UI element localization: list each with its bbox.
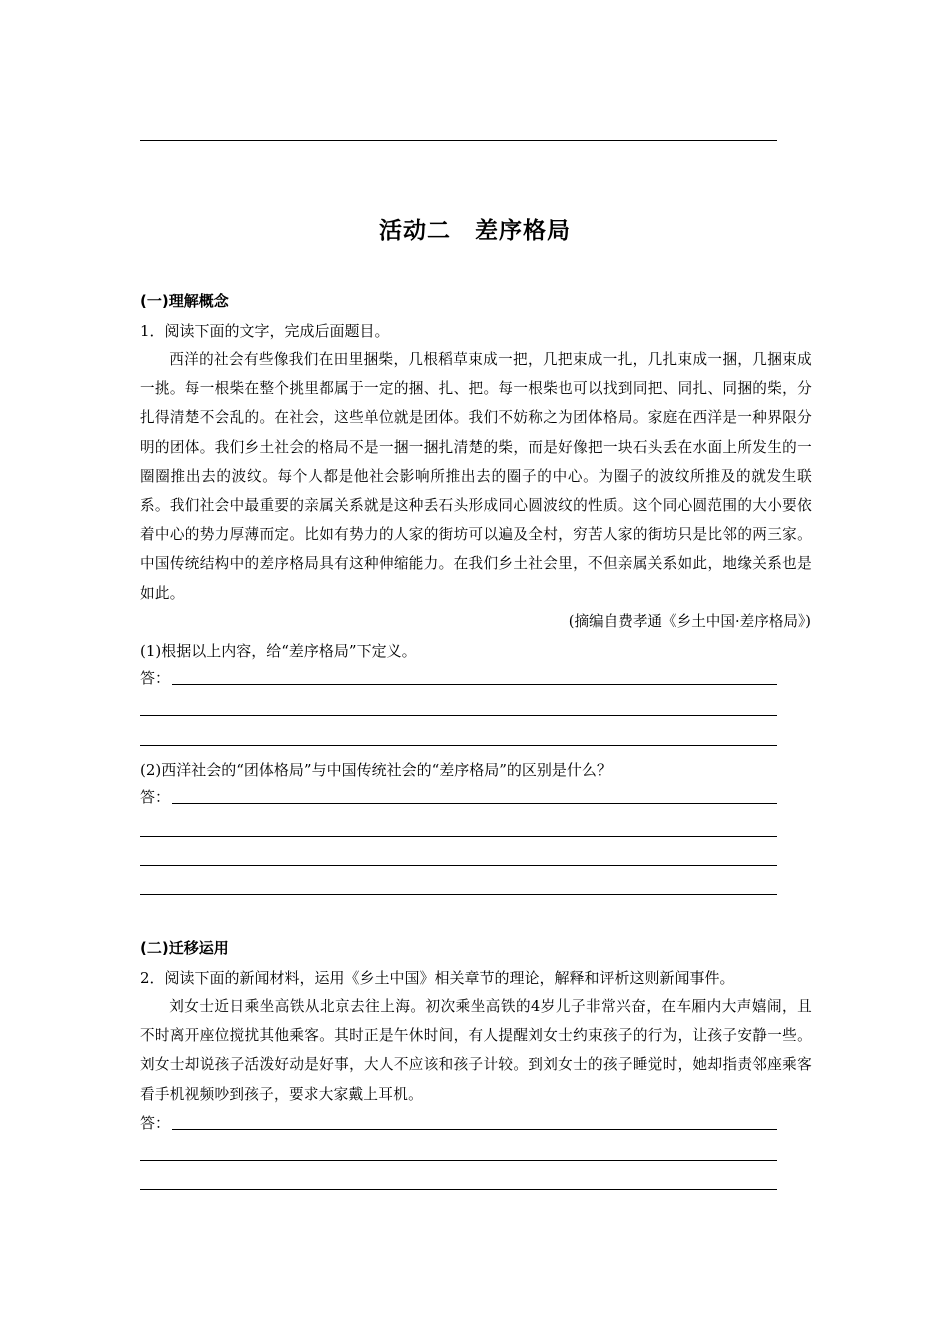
answer-underline xyxy=(172,1129,777,1130)
page-title: 活动二 差序格局 xyxy=(379,218,571,244)
answer-label: 答： xyxy=(140,669,171,687)
answer-label: 答： xyxy=(140,788,171,806)
sub-question-2: (2)西洋社会的“团体格局”与中国传统社会的“差序格局”的区别是什么？ xyxy=(140,761,612,779)
passage-2: 刘女士近日乘坐高铁从北京去往上海。初次乘坐高铁的4岁儿子非常兴奋，在车厢内大声嬉闹，且不时离开座位搅扰其他乘客。其时正是午休时间，有人提醒刘女士约束孩子的行为，让孩子安静一些。刘女士却说孩子活泼好动是好事，大人不应该和孩子计较。到刘女士的孩子睡觉时，她却指责邻座乘客看手机视频吵到孩子，要求大家戴上耳机。 xyxy=(140,998,812,1103)
passage-1: 西洋的社会有些像我们在田里捆柴，几根稻草束成一把，几把束成一扎，几扎束成一捆，几捆束成一挑。每一根柴在整个挑里都属于一定的捆、扎、把。每一根柴也可以找到同把、同扎、同捆的柴，分扎得清楚不会乱的。在社会，这些单位就是团体。我们不妨称之为团体格局。家庭在西洋是一种界限分明的团体。我们乡土社会的格局不是一捆一捆扎清楚的柴，而是好像把一块石头丢在水面上所发生的一圈圈推出去的波纹。每个人都是他社会影响所推出去的圈子的中心。为圈子的波纹所推及的就发生联系。我们社会中最重要的亲属关系就是这种丢石头形成同心圆波纹的性质。这个同心圆范围的大小要依着中心的势力厚薄而定。比如有势力的人家的街坊可以遍及全村，穷苦人家的街坊只是比邻的两三家。中国传统结构中的差序格局具有这种伸缩能力。在我们乡土社会里，不但亲属关系如此，地缘关系也是如此。 xyxy=(140,351,812,602)
answer-blank-line[interactable] xyxy=(140,1189,777,1190)
answer-underline xyxy=(172,684,777,685)
answer-blank-line[interactable] xyxy=(140,865,777,866)
passage-1-source: (摘编自费孝通《乡土中国·差序格局》) xyxy=(568,613,811,630)
section-heading-apply: (二)迁移运用 xyxy=(140,939,229,957)
answer-blank-line[interactable] xyxy=(140,836,777,837)
answer-field-2[interactable] xyxy=(140,788,777,806)
answer-field-1[interactable] xyxy=(140,669,777,687)
question-1-prompt: 1．阅读下面的文字，完成后面题目。 xyxy=(140,322,390,340)
answer-underline xyxy=(172,803,777,804)
answer-field-3[interactable] xyxy=(140,1114,777,1132)
answer-label: 答： xyxy=(140,1114,171,1132)
answer-blank-line[interactable] xyxy=(140,715,777,716)
header-rule xyxy=(140,140,777,141)
section-heading-understand: (一)理解概念 xyxy=(140,292,229,310)
question-2-prompt: 2．阅读下面的新闻材料，运用《乡土中国》相关章节的理论，解释和评析这则新闻事件。 xyxy=(140,969,735,987)
answer-blank-line[interactable] xyxy=(140,1160,777,1161)
sub-question-1: (1)根据以上内容，给“差序格局”下定义。 xyxy=(140,642,417,660)
answer-blank-line[interactable] xyxy=(140,745,777,746)
answer-blank-line[interactable] xyxy=(140,894,777,895)
